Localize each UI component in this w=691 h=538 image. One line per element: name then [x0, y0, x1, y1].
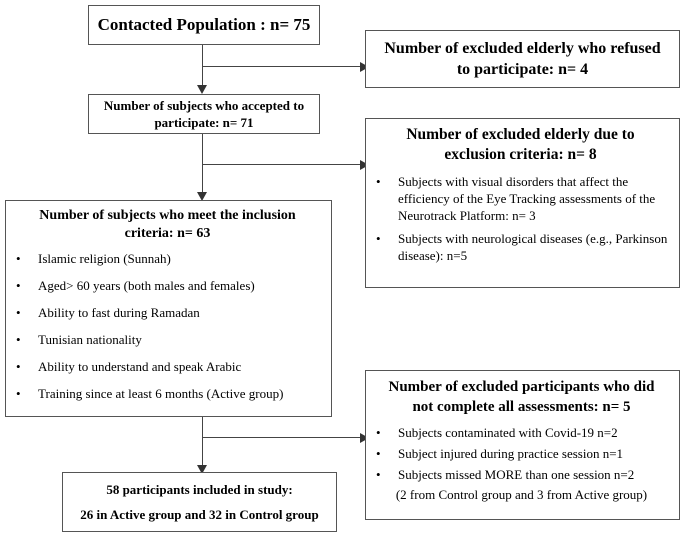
inclusion-item: • Ability to fast during Ramadan	[12, 304, 323, 321]
exclusion-item: • Subjects with visual disorders that affect the efficiency of the Eye Tracking assessments of the Neurotrack Platform: n= 3	[372, 173, 669, 224]
exclusion-item: • Subjects with neurological diseases (e.g., Parkinson disease): n=5	[372, 230, 669, 264]
included-line1: 58 participants included in study:	[106, 481, 293, 497]
inclusion-item: • Islamic religion (Sunnah)	[12, 250, 323, 267]
exclusion-list	[372, 173, 669, 264]
dropout-box	[365, 370, 680, 520]
inclusion-box	[5, 200, 332, 417]
inclusion-item: • Tunisian nationality	[12, 331, 323, 348]
arrow-accepted	[197, 85, 207, 94]
inclusion-item: • Training since at least 6 months (Active group)	[12, 385, 323, 402]
dropout-list	[372, 424, 671, 483]
dropout-item: • Subjects contaminated with Covid-19 n=2	[372, 424, 671, 441]
inclusion-item: • Ability to understand and speak Arabic	[12, 358, 323, 375]
inclusion-label: Number of subjects who meet the inclusion criteria: n= 63	[39, 208, 296, 241]
exclusion-label: Number of excluded elderly due to exclusion criteria: n= 8	[406, 126, 635, 163]
inclusion-item: • Aged> 60 years (both males and females)	[12, 277, 323, 294]
dropout-item: • Subjects missed MORE than one session n=2	[372, 466, 671, 483]
dropout-item: • Subject injured during practice session n=1	[372, 445, 671, 462]
exclusion-box	[365, 118, 680, 288]
dropout-note: (2 from Control group and 3 from Active group)	[395, 487, 648, 502]
connector-refused	[202, 66, 362, 67]
included-box	[62, 472, 337, 532]
inclusion-list	[12, 250, 323, 402]
contacted-label: Contacted Population :	[97, 15, 270, 34]
connector-exclusion	[202, 164, 362, 165]
connector-main-3	[202, 417, 203, 467]
contacted-n: n= 75	[269, 15, 311, 34]
accepted-box	[88, 94, 320, 134]
connector-dropout	[202, 437, 362, 438]
contacted-population-box	[88, 5, 320, 45]
refused-box	[365, 30, 680, 88]
included-line2: 26 in Active group and 32 in Control group	[80, 506, 319, 522]
dropout-label: Number of excluded participants who did not complete all assessments: n= 5	[388, 379, 655, 415]
refused-label: Number of excluded elderly who refused to participate: n= 4	[384, 40, 661, 78]
accepted-label: Number of subjects who accepted to participate: n= 71	[103, 98, 305, 130]
